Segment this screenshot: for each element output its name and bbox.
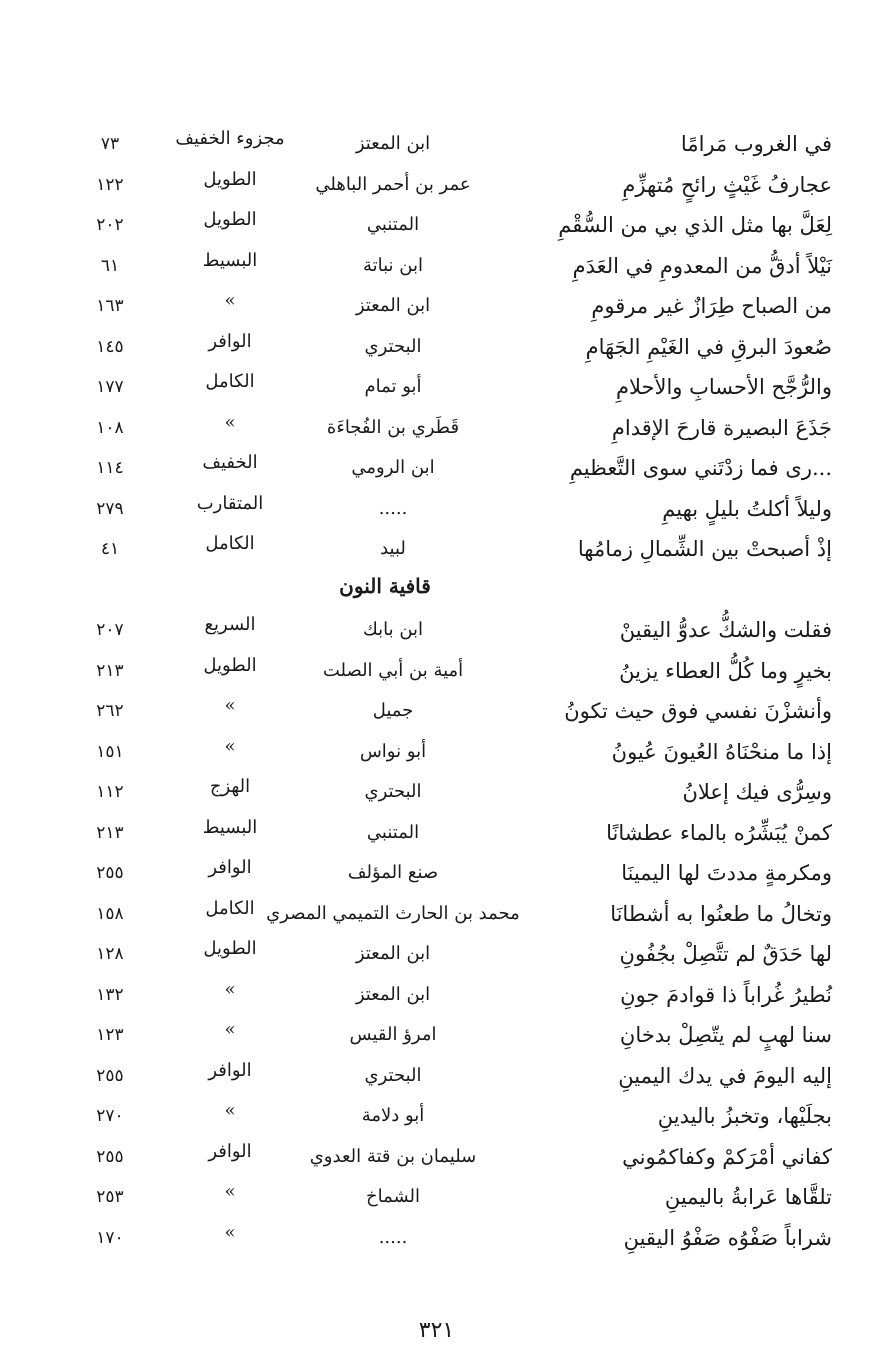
index-row — [60, 408, 850, 449]
poet-name: ..... — [378, 497, 408, 519]
verse-text: فقلت والشكُّ عدوُّ اليقينْ — [619, 618, 832, 642]
verse-text: إليه اليومَ في يدك اليمينِ — [618, 1063, 832, 1088]
index-row — [60, 1015, 850, 1056]
meter-name: » — [224, 1221, 236, 1243]
index-row — [60, 124, 850, 165]
verse-text: والرُّجَّح الأحسابِ والأحلامِ — [615, 375, 832, 399]
index-row — [60, 529, 850, 570]
meter-name: الطويل — [203, 168, 257, 190]
poet-name: أبو تمام — [364, 376, 422, 397]
page-reference: ٢١٣ — [96, 660, 124, 681]
index-row — [60, 448, 850, 489]
poet-name: المتنبي — [366, 214, 420, 235]
page-reference: ١٢٣ — [96, 1025, 124, 1045]
index-row — [60, 165, 850, 206]
meter-name: » — [224, 1100, 236, 1121]
poet-name: سليمان بن قتة العدوي — [309, 1145, 477, 1167]
meter-name: » — [224, 411, 236, 433]
poet-name: ابن نباتة — [362, 254, 424, 276]
poet-name: ابن المعتز — [355, 943, 431, 964]
page-number: ٣٢١ — [418, 1318, 455, 1343]
meter-name: السريع — [204, 614, 256, 635]
verse-text: لِعَلَّ بها مثل الذي بي من السُّقْمِ — [558, 213, 832, 237]
index-row — [60, 732, 850, 773]
verse-text: ومكرمةٍ مددتَ لها اليمينَا — [621, 861, 832, 885]
verse-text: من الصباح طِرَازٌ غير مرقومِ — [591, 294, 832, 318]
index-row — [60, 367, 850, 408]
verse-text: إذْ أصبحتْ بين الشِّمالِ زمامُها — [577, 537, 832, 561]
index-row — [60, 813, 850, 854]
index-row — [60, 286, 850, 327]
verse-text: جَذَعَ البصيرة قارحَ الإقدامِ — [611, 415, 832, 440]
poet-name: البحتري — [364, 1064, 422, 1086]
meter-name: الطويل — [203, 209, 257, 230]
page-reference: ٢٥٣ — [96, 1187, 124, 1207]
index-row — [60, 894, 850, 935]
poet-name: أبو دلامة — [361, 1105, 425, 1126]
section-title: قافية النون — [339, 573, 431, 598]
index-row — [60, 691, 850, 732]
page-reference: ٢٧٩ — [96, 498, 124, 519]
index-row — [60, 934, 850, 975]
page-reference: ٢٥٥ — [96, 1146, 124, 1167]
meter-name: الوافر — [208, 1140, 252, 1162]
meter-name: الطويل — [203, 938, 257, 959]
meter-name: البسيط — [202, 249, 258, 271]
meter-name: الكامل — [205, 533, 255, 554]
index-row — [60, 1137, 850, 1178]
index-row — [60, 327, 850, 368]
page-reference: ٧٣ — [100, 134, 120, 154]
page-reference: ١٤٥ — [96, 336, 124, 357]
meter-name: الطويل — [203, 654, 257, 676]
verse-text: ...رى فما زدْتَني سوى التَّعظيمِ — [569, 456, 832, 480]
poet-name: ابن الرومي — [351, 457, 435, 478]
verse-text: وأنشزْنَ نفسي فوق حيث تكونُ — [564, 699, 832, 723]
page-reference: ٢٧٠ — [96, 1106, 124, 1126]
page-reference: ٢٦٢ — [96, 701, 124, 721]
meter-name: الكامل — [205, 371, 255, 392]
page-reference: ١٢٢ — [96, 174, 124, 195]
meter-name: الكامل — [205, 897, 255, 919]
page-reference: ١٦٣ — [96, 296, 124, 316]
poet-name: محمد بن الحارث التميمي المصري — [266, 902, 520, 924]
meter-name: مجزوء الخفيف — [175, 128, 285, 149]
poet-name: قَطَري بن الفُجاءَة — [326, 416, 460, 438]
meter-name: » — [224, 695, 236, 716]
meter-name: الخفيف — [202, 452, 258, 473]
page-reference: ٢٥٥ — [96, 1065, 124, 1086]
index-row — [60, 1056, 850, 1097]
verse-text: كفاني أمْرَكمْ وكفاكمُوني — [622, 1144, 832, 1169]
page-reference: ٤١ — [100, 539, 120, 559]
verse-text: صُعودَ البرقِ في الغَيْمِ الجَهَامِ — [585, 334, 832, 359]
poet-name: ابن بابك — [362, 619, 424, 640]
index-row — [60, 853, 850, 894]
poet-name: امرؤ القيس — [349, 1024, 437, 1045]
verse-text: عجارفُ غَيْثٍ رائحٍ مُتهزِّمِ — [622, 172, 832, 197]
poet-name: المتنبي — [366, 821, 420, 843]
index-row — [60, 1096, 850, 1137]
verse-text: لها حَدَقٌ لم تتَّصِلْ بجُفُونِ — [619, 942, 832, 966]
verse-index-table — [60, 124, 850, 1258]
poet-name: أمية بن أبي الصلت — [322, 659, 464, 681]
meter-name: » — [224, 290, 236, 311]
page-reference: ١١٢ — [96, 782, 124, 802]
verse-text: بخيرٍ وما كُلُّ العطاء يزينُ — [619, 658, 832, 683]
poet-name: ابن المعتز — [355, 983, 431, 1005]
meter-name: الوافر — [208, 1059, 252, 1081]
meter-name: البسيط — [202, 816, 258, 838]
page-reference: ٦١ — [100, 255, 120, 276]
meter-name: » — [224, 1181, 236, 1202]
verse-text: شراباً صَفْوُه صَفْوُ اليقينِ — [623, 1225, 832, 1250]
page-reference: ١٥٨ — [96, 903, 124, 924]
verse-text: كمنْ يُبَشِّرُه بالماء عطشانًا — [606, 820, 832, 845]
index-row — [60, 610, 850, 651]
index-row — [60, 772, 850, 813]
poet-name: ابن المعتز — [355, 295, 431, 316]
verse-text: نُطيرُ غُراباً ذا قوادمَ جونِ — [620, 982, 832, 1007]
verse-text: نَيْلاً أدقُّ من المعدومِ في العَدَمِ — [572, 253, 832, 278]
page-reference: ٢٠٢ — [96, 215, 124, 235]
page-reference: ٢٥٥ — [96, 863, 124, 883]
index-row — [60, 1218, 850, 1259]
page-reference: ١٠٨ — [96, 417, 124, 438]
meter-name: » — [224, 1019, 236, 1040]
verse-text: بجلَيْها، وتخبزُ باليدينِ — [657, 1104, 832, 1128]
meter-name: الهزج — [209, 776, 251, 797]
verse-text: في الغروب مَرامًا — [680, 132, 832, 156]
index-row — [60, 1177, 850, 1218]
poet-name: الشماخ — [365, 1186, 421, 1207]
poet-name: أبو نواس — [359, 740, 427, 762]
poet-name: جميل — [372, 700, 414, 721]
page-reference: ٢١٣ — [96, 822, 124, 843]
poet-name: البحتري — [364, 335, 422, 357]
poet-name: ابن المعتز — [355, 133, 431, 154]
index-row — [60, 246, 850, 287]
verse-text: إذا ما منحْنَاهُ العُيونَ عُيونُ — [611, 739, 832, 764]
poet-name: صنع المؤلف — [347, 862, 439, 883]
page-reference: ١٢٨ — [96, 944, 124, 964]
section-row — [60, 570, 850, 611]
meter-name: المتقارب — [196, 492, 264, 514]
poet-name: عمر بن أحمر الباهلي — [315, 173, 471, 195]
page-reference: ١٥١ — [96, 741, 124, 762]
page-reference: ١٣٢ — [96, 984, 124, 1005]
index-row — [60, 651, 850, 692]
meter-name: » — [224, 978, 236, 1000]
meter-name: » — [224, 735, 236, 757]
page-reference: ٢٠٧ — [96, 620, 124, 640]
page-reference: ١٧٠ — [96, 1227, 124, 1248]
index-row — [60, 205, 850, 246]
poet-name: لبيد — [380, 538, 406, 559]
page-reference: ١١٤ — [96, 458, 124, 478]
page-reference: ١٧٧ — [96, 377, 124, 397]
verse-text: وسِرُّى فيك إعلانُ — [682, 780, 832, 804]
index-row — [60, 489, 850, 530]
meter-name: الوافر — [208, 330, 252, 352]
index-row — [60, 975, 850, 1016]
verse-text: تلقَّاها عَرابةُ باليمينِ — [664, 1185, 832, 1209]
meter-name: الوافر — [208, 857, 252, 878]
verse-text: وليلاً أكلتُ بليلٍ بهيمِ — [662, 496, 832, 521]
poet-name: ..... — [378, 1226, 408, 1248]
verse-text: وتخالُ ما طعنُوا به أشطانَا — [610, 901, 832, 926]
poet-name: البحتري — [364, 781, 422, 802]
verse-text: سنا لهبٍ لم يتّصِلْ بدخانِ — [619, 1023, 832, 1047]
